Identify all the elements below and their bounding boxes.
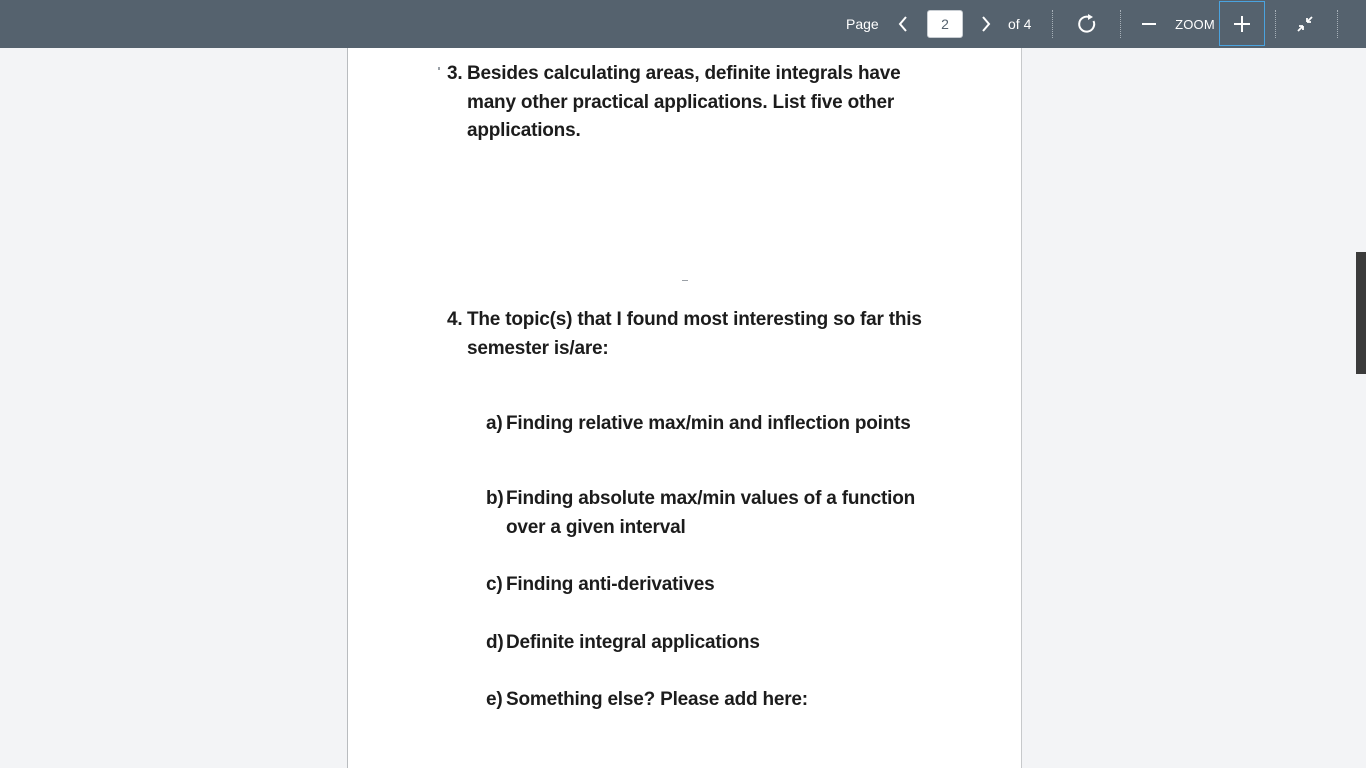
exit-fullscreen-button[interactable] [1289,0,1321,48]
option-text: Finding relative max/min and inflection points [506,413,911,434]
zoom-label: ZOOM [1175,16,1215,32]
page-count-label: of 4 [1008,16,1032,32]
scan-speck [438,67,440,70]
scrollbar-thumb[interactable] [1356,252,1366,374]
toolbar-divider [1120,10,1121,38]
option-letter: c) [486,574,503,595]
plus-icon [1233,15,1251,33]
chevron-right-icon [980,15,992,33]
option-text: Something else? Please add here: [506,689,808,710]
option-letter: d) [486,632,504,653]
page-label: Page [846,16,879,32]
rotate-icon [1076,13,1098,35]
option-b [486,485,946,542]
toolbar-divider [1275,10,1276,38]
document-page [347,48,1022,768]
option-c [486,571,946,600]
collapse-icon [1295,14,1315,34]
zoom-out-button[interactable] [1135,0,1163,48]
option-a [486,410,946,439]
chevron-left-icon [897,15,909,33]
toolbar-divider [1052,10,1053,38]
option-d [486,629,946,658]
rotate-button[interactable] [1071,0,1103,48]
question-number: 4. [447,309,463,330]
question-4 [447,306,947,363]
option-letter: a) [486,413,503,434]
next-page-button[interactable] [972,0,1000,48]
option-letter: b) [486,488,504,509]
option-e [486,686,946,715]
option-text: Definite integral applications [506,632,760,653]
scan-speck [682,280,688,281]
option-letter: e) [486,689,503,710]
minus-icon [1141,16,1157,32]
question-number: 3. [447,63,463,84]
zoom-in-button[interactable] [1219,1,1265,46]
option-text: Finding absolute max/min values of a function over a given interval [506,488,916,538]
question-text: The topic(s) that I found most interesting so far this semester is/are: [467,309,922,359]
toolbar-divider [1337,10,1338,38]
viewer-toolbar [0,0,1366,48]
question-text: Besides calculating areas, definite integrals have many other practical applications. List five other applications. [467,63,901,141]
option-text: Finding anti-derivatives [506,574,715,595]
question-3 [447,60,927,146]
prev-page-button[interactable] [889,0,917,48]
page-number-input[interactable] [927,10,963,38]
